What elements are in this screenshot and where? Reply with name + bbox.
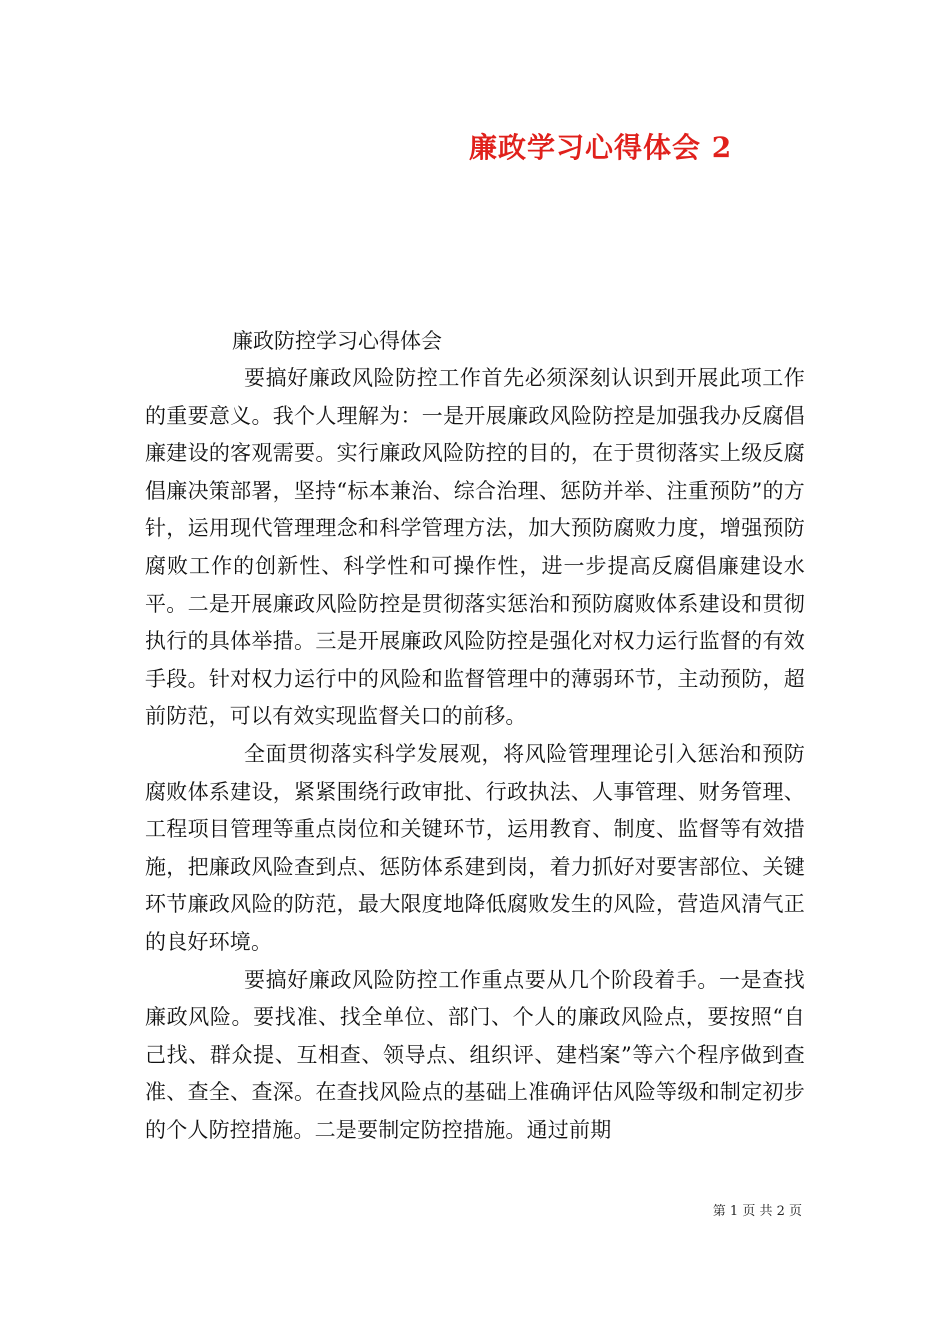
paragraph-3: 要搞好廉政风险防控工作重点要从几个阶段着手。一是查找廉政风险。要找准、找全单位、部门、个人的廉政风险点，要按照“自己找、群众提、互相查、领导点、组织评、建档案”等六个程序做到查准、查全、查深。在查找风险点的基础上准确评估风险等级和制定初步的个人防控措施。二是要制定防控措施。通过前期 xyxy=(145,967,805,1142)
paragraph-1: 要搞好廉政风险防控工作首先必须深刻认识到开展此项工作的重要意义。我个人理解为：一是开展廉政风险防控是加强我办反腐倡廉建设的客观需要。实行廉政风险防控的目的，在于贯彻落实上级反腐倡廉决策部署，坚持“标本兼治、综合治理、惩防并举、注重预防”的方针，运用现代管理理念和科学管理方法，加大预防腐败力度，增强预防腐败工作的创新性、科学性和可操作性，进一步提高反腐倡廉建设水平。二是开展廉政风险防控是贯彻落实惩治和预防腐败体系建设和贯彻执行的具体举措。三是开展廉政风险防控是强化对权力运行监督的有效手段。针对权力运行中的风险和监督管理中的薄弱环节，主动预防，超前防范，可以有效实现监督关口的前移。 xyxy=(145,366,805,729)
page-title: 廉政学习心得体会 2 xyxy=(469,131,733,164)
page-footer: 第 1 页 共 2 页 xyxy=(712,1204,802,1219)
paragraph-2: 全面贯彻落实科学发展观，将风险管理理论引入惩治和预防腐败体系建设，紧紧围绕行政审批、行政执法、人事管理、财务管理、工程项目管理等重点岗位和关键环节，运用教育、制度、监督等有效措施，把廉政风险查到点、惩防体系建到岗，着力抓好对要害部位、关键环节廉政风险的防范，最大限度地降低腐败发生的风险，营造风清气正的良好环境。 xyxy=(145,741,805,954)
document-subtitle: 廉政防控学习心得体会 xyxy=(232,329,442,353)
document-body xyxy=(145,360,805,1149)
